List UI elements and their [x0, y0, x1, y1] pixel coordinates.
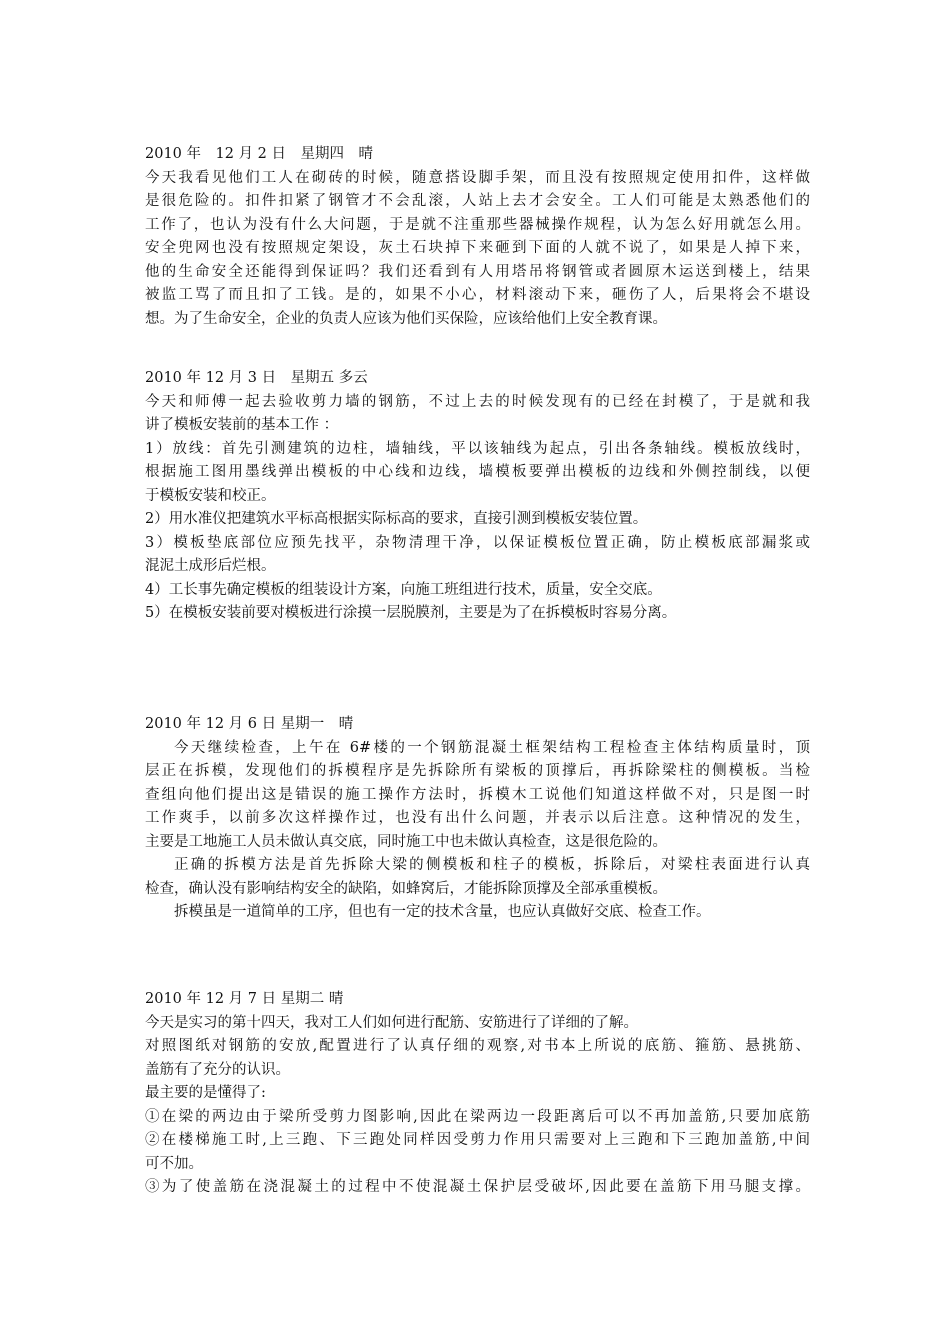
entry-line: 4）工长事先确定模板的组装设计方案，向施工班组进行技术，质量，安全交底。	[145, 581, 662, 598]
entry-line: 想。为了生命安全，企业的负责人应该为他们买保险，应该给他们上安全教育课。	[145, 310, 667, 327]
entry-line: 5）在模板安装前要对模板进行涂摸一层脱膜剂，主要是为了在拆模板时容易分离。	[145, 605, 677, 621]
entry-line: 安全兜网也没有按照规定架设，灰土石块掉下来砸到下面的人就不说了，如果是人掉下来，	[145, 240, 810, 256]
entry-line: 他的生命安全还能得到保证吗？我们还看到有人用塔吊将钢管或者圆原木运送到楼上，结果	[145, 263, 810, 280]
entry-line: 盖筋有了充分的认识。	[145, 1061, 290, 1078]
entry-line: 最主要的是懂得了:	[145, 1085, 266, 1101]
entry-line: 正确的拆模方法是首先拆除大梁的侧模板和柱子的模板，拆除后，对梁柱表面进行认真	[174, 857, 810, 873]
diary-entry-dec-6	[145, 713, 810, 925]
entry-line: 查组向他们提出这是错误的施工操作方法时，拆模木工说他们知道这样做不对，只是图一时	[145, 786, 810, 803]
entry-line: 检查，确认没有影响结构安全的缺陷，如蜂窝后，才能拆除顶撑及全部承重模板。	[145, 880, 667, 897]
entry-line: ②在楼梯施工时,上三跑、下三跑处同样因受剪力作用只需要对上三跑和下三跑加盖筋,中间	[145, 1132, 810, 1148]
entry-line: 1）放线：首先引测建筑的边柱，墙轴线，平以该轴线为起点，引出各条轴线。模板放线时，	[145, 440, 810, 457]
entry-date: 2010 年 12 月 2 日 星期四 晴	[145, 146, 374, 162]
entry-date: 2010 年 12 月 3 日 星期五 多云	[145, 370, 368, 386]
entry-line: 主要是工地施工人员未做认真交底，同时施工中也未做认真检查，这是很危险的。	[145, 833, 667, 850]
entry-line: 被监工骂了而且扣了工钱。是的，如果不小心，材料滚动下来，砸伤了人，后果将会不堪设	[145, 287, 810, 303]
entry-line: 讲了模板安装前的基本工作 ：	[145, 417, 339, 433]
entry-line: 今天继续检查，上午在 6#楼的一个钢筋混凝土框架结构工程检查主体结构质量时，顶	[174, 739, 810, 756]
diary-entry-dec-7	[145, 988, 810, 1200]
entry-line: 层正在拆模，发现他们的拆模程序是先拆除所有梁板的顶撑后，再拆除梁柱的侧模板。当检	[145, 763, 810, 779]
entry-line: 根据施工图用墨线弹出模板的中心线和边线，墙模板要弹出模板的边线和外侧控制线，以便	[145, 464, 810, 480]
entry-line: 于模板安装和校正。	[145, 487, 276, 504]
entry-line: 今天是实习的第十四天，我对工人们如何进行配筋、安筋进行了详细的了解。	[145, 1014, 638, 1031]
entry-line: 是很危险的。扣件扣紧了钢管才不会乱滚，人站上去才会安全。工人们可能是太熟悉他们的	[145, 193, 810, 209]
entry-line: 混泥土成形后烂根。	[145, 558, 276, 574]
entry-line: ③为了使盖筋在浇混凝土的过程中不使混凝土保护层受破坏,因此要在盖筋下用马腿支撑。	[145, 1179, 810, 1195]
entry-line: 3）模板垫底部位应预先找平，杂物清理干净，以保证模板位置正确，防止模板底部漏浆或	[145, 534, 810, 551]
entry-line: 工作爽手，以前多次这样操作过，也没有出什么问题，并表示以后注意。这种情况的发生，	[145, 810, 810, 826]
entry-line: 拆模虽是一道简单的工序，但也有一定的技术含量，也应认真做好交底、检查工作。	[174, 904, 711, 920]
entry-line: 工作了，也认为没有什么大问题，于是就不注重那些器械操作规程，认为怎么好用就怎么用。	[145, 216, 810, 233]
entry-line: 今天我看见他们工人在砌砖的时候，随意搭设脚手架，而且没有按照规定使用扣件，这样做	[145, 169, 810, 186]
diary-entry-dec-3	[145, 367, 810, 626]
entry-line: 可不加。	[145, 1155, 203, 1172]
entry-date: 2010 年 12 月 7 日 星期二 晴	[145, 991, 344, 1007]
entry-line: 今天和师傅一起去验收剪力墙的钢筋，不过上去的时候发现有的已经在封模了，于是就和我	[145, 393, 810, 410]
entry-line: ①在梁的两边由于梁所受剪力图影响,因此在梁两边一段距离后可以不再加盖筋,只要加底筋	[145, 1108, 810, 1125]
entry-line: 2）用水准仪把建筑水平标高根据实际标高的要求，直接引测到模板安装位置。	[145, 511, 648, 527]
entry-line: 对照图纸对钢筋的安放,配置进行了认真仔细的观察,对书本上所说的底筋、箍筋、悬挑筋、	[145, 1038, 810, 1054]
entry-date: 2010 年 12 月 6 日 星期一 晴	[145, 716, 354, 732]
diary-entry-dec-2	[145, 143, 810, 331]
